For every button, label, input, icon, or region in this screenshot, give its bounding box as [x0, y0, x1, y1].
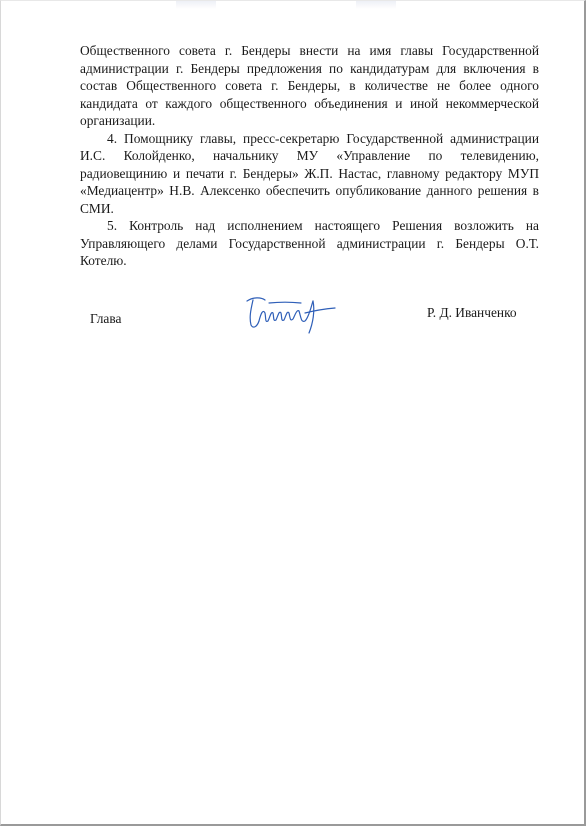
paragraph-4: 4. Помощнику главы, пресс-секретарю Государственной администрации И.С. Колойденко, начальнику МУ «Управление по телевидению, радиовещинию и печати г. Бендеры» Ж.П. Настас, главному редактору МУП «Медиацентр» Н.В. Алексенко обеспечить опубликование данного решения в СМИ.: [80, 130, 539, 216]
signatory-title: Глава: [90, 311, 122, 326]
paragraph-3-continuation: Общественного совета г. Бендеры внести на имя главы Государственной администрации г. Бендеры предложения по кандидатурам для включения в состав Общественного совета г. Бендеры, в количестве не более одного кандидата от каждого общественного объединения и иной некоммерческой организации.: [80, 43, 539, 128]
document-body: [80, 42, 539, 270]
signatory-name: Р. Д. Иванченко: [427, 305, 517, 320]
paragraph-5: 5. Контроль над исполнением настоящего Решения возложить на Управляющего делами Государственной администрации г. Бендеры О.Т. Котелю.: [80, 218, 539, 268]
signature-block: [1, 305, 586, 335]
scan-artifact: [356, 1, 396, 9]
scan-artifact: [176, 1, 216, 9]
handwritten-signature: [239, 291, 339, 337]
